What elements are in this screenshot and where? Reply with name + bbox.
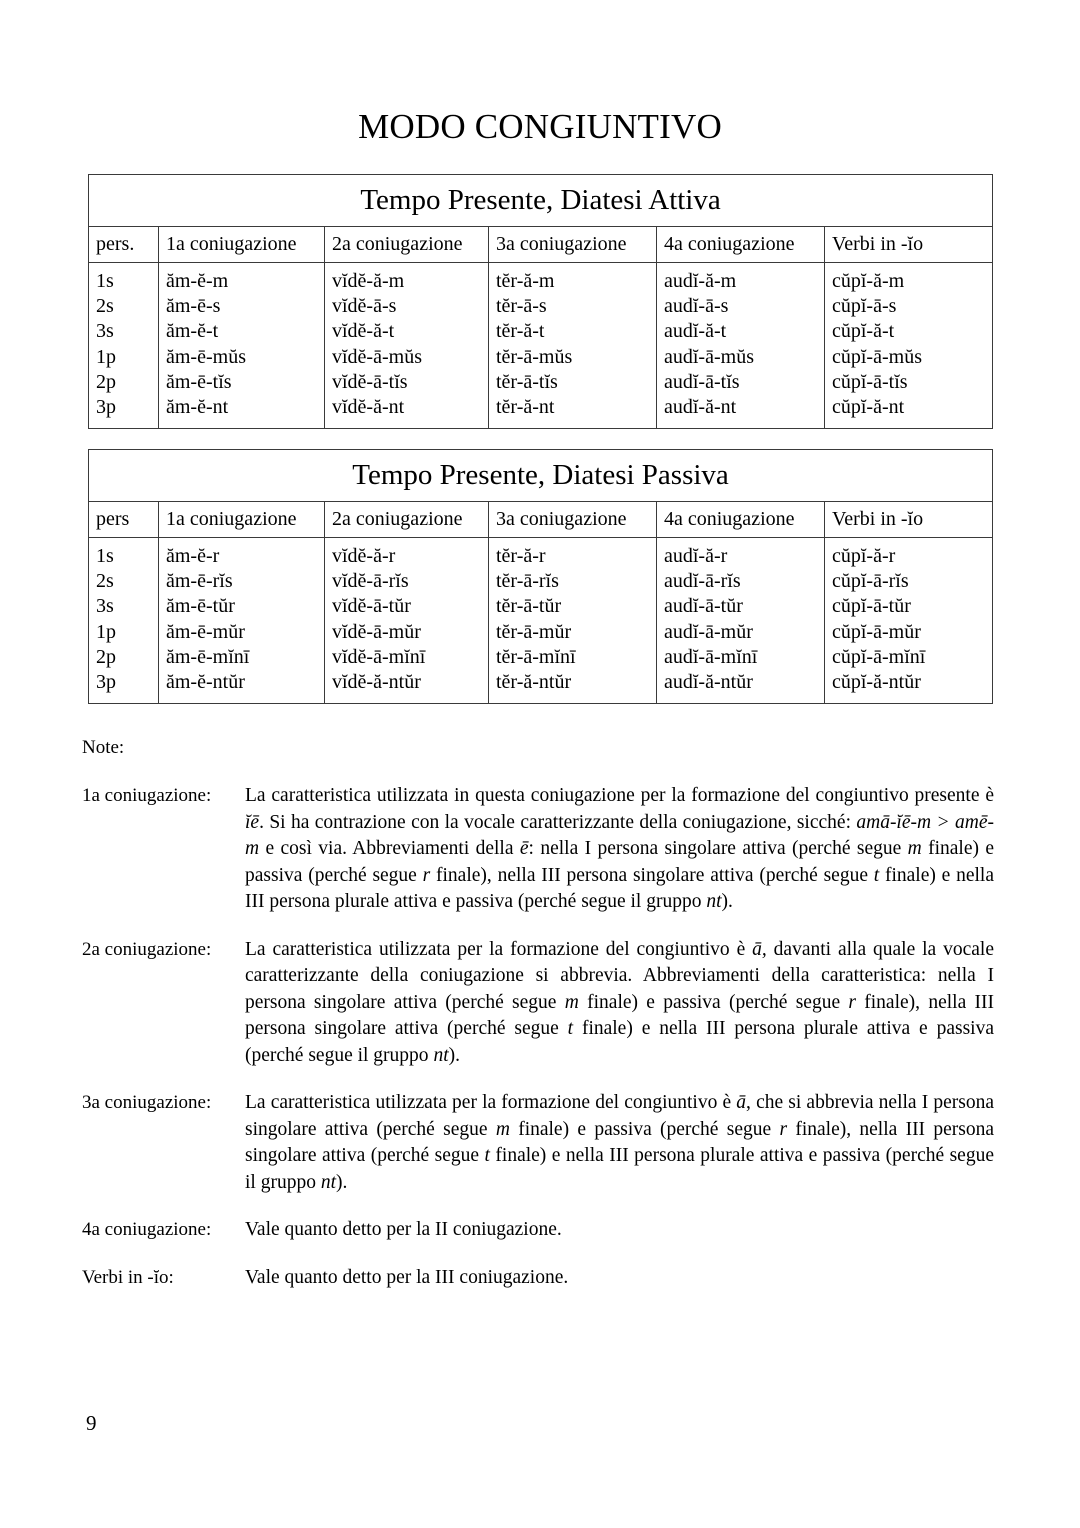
verb-form: cŭpĭ-ă-ntŭr xyxy=(832,671,921,694)
note-label: Verbi in -ĭo: xyxy=(82,1266,174,1288)
verb-form: audĭ-ā-mŭs xyxy=(664,345,754,368)
table-tempo-presente-diatesi-passiva xyxy=(88,449,993,704)
verb-form: tĕr-ā-mŭr xyxy=(496,620,572,643)
verb-form: vĭdĕ-ă-r xyxy=(332,545,396,567)
notes-heading: Note: xyxy=(82,737,125,758)
person-label: 3p xyxy=(96,671,116,694)
column-header-pers: pers xyxy=(89,502,159,538)
note-item xyxy=(82,937,994,1070)
verb-form: cŭpĭ-ā-tĭs xyxy=(832,370,908,393)
forms-column-conj1 xyxy=(159,538,325,704)
note-label: 1a coniugazione: xyxy=(82,785,212,806)
verb-form: cŭpĭ-ā-rĭs xyxy=(832,570,909,593)
person-label: 2s xyxy=(96,570,114,593)
verb-form: audĭ-ā-tŭr xyxy=(664,595,743,618)
page-title: MODO CONGIUNTIVO xyxy=(358,107,722,147)
verb-form: vĭdĕ-ă-t xyxy=(332,320,395,343)
verb-form: vĭdĕ-ā-rĭs xyxy=(332,570,409,593)
table-body-row xyxy=(89,538,993,704)
verb-form: vĭdĕ-ă-nt xyxy=(332,396,405,419)
column-header-verbi-io: Verbi in -ĭo xyxy=(825,502,993,538)
verb-form: cŭpĭ-ă-nt xyxy=(832,396,905,419)
verb-form: cŭpĭ-ā-mŭr xyxy=(832,620,921,643)
verb-form: cŭpĭ-ā-mŭs xyxy=(832,345,922,368)
verb-form: ăm-ē-tĭs xyxy=(166,370,232,393)
verb-form: vĭdĕ-ă-ntŭr xyxy=(332,671,421,694)
table-tempo-presente-diatesi-attiva xyxy=(88,174,993,429)
notes-section xyxy=(82,735,994,1312)
table-caption: Tempo Presente, Diatesi Passiva xyxy=(89,450,993,502)
verb-form: tĕr-ā-tŭr xyxy=(496,595,562,618)
person-label: 3s xyxy=(96,595,114,618)
note-text: La caratteristica utilizzata per la formazione del congiuntivo è ā, davanti alla quale la vocale caratterizzante della coniugazione si abbrevia. Abbreviamenti della caratteristica: nella I persona singolare attiva (perché segue m finale) e passiva (perché segue r finale), nella III persona singolare attiva (perché segue t finale) e nella III persona plurale attiva e passiva (perché segue il gruppo nt). xyxy=(245,938,994,1066)
verb-form: vĭdĕ-ā-mŭs xyxy=(332,345,422,368)
verb-form: ăm-ĕ-nt xyxy=(166,396,229,419)
note-item xyxy=(82,1217,994,1244)
column-header-conj1: 1a coniugazione xyxy=(159,227,325,263)
person-label: 2p xyxy=(96,645,116,668)
verb-form: tĕr-ā-rĭs xyxy=(496,570,559,593)
forms-column-conj3 xyxy=(489,538,657,704)
note-label: 2a coniugazione: xyxy=(82,938,212,960)
verb-form: tĕr-ā-s xyxy=(496,295,547,318)
note-text: La caratteristica utilizzata in questa coniugazione per la formazione del congiuntivo presente è ĭē. Si ha contrazione con la vocale caratterizzante della coniugazione, sicché: amā-ĭē-m > amē-m e così via. Abbreviamenti della ē: nella I persona singolare attiva (perché segue m finale) e passiva (perché segue r finale), nella III persona singolare attiva (perché segue t finale) e nella III persona plurale attiva e passiva (perché segue il gruppo nt). xyxy=(245,785,995,912)
table-header-row xyxy=(89,227,993,263)
verb-form: audĭ-ă-r xyxy=(664,545,728,567)
forms-column-conj4 xyxy=(657,263,825,429)
forms-column-conj4 xyxy=(657,538,825,704)
person-label: 1s xyxy=(96,545,114,567)
person-label: 2p xyxy=(96,370,116,393)
verb-form: cŭpĭ-ă-m xyxy=(832,270,905,292)
person-label: 1p xyxy=(96,345,116,368)
forms-column-verbi-io xyxy=(825,538,993,704)
verb-form: ăm-ē-mŭs xyxy=(166,345,246,368)
column-header-conj4: 4a coniugazione xyxy=(657,502,825,538)
verb-form: cŭpĭ-ā-mĭnī xyxy=(832,645,926,668)
forms-column-verbi-io xyxy=(825,263,993,429)
table-caption-row xyxy=(89,450,993,502)
column-header-verbi-io: Verbi in -ĭo xyxy=(825,227,993,263)
verb-form: ăm-ē-mŭr xyxy=(166,620,245,643)
note-label: 4a coniugazione: xyxy=(82,1219,212,1240)
verb-form: tĕr-ă-ntŭr xyxy=(496,671,572,694)
person-column xyxy=(89,538,159,704)
note-item xyxy=(82,1090,994,1196)
verb-form: vĭdĕ-ă-m xyxy=(332,270,405,292)
verb-form: audĭ-ā-mĭnī xyxy=(664,645,758,668)
verb-form: ăm-ĕ-r xyxy=(166,545,220,567)
note-item xyxy=(82,1265,994,1292)
forms-column-conj2 xyxy=(325,538,489,704)
note-text: Vale quanto detto per la II coniugazione. xyxy=(245,1219,562,1240)
forms-column-conj1 xyxy=(159,263,325,429)
person-label: 2s xyxy=(96,295,114,318)
column-header-conj3: 3a coniugazione xyxy=(489,227,657,263)
verb-form: vĭdĕ-ā-mĭnī xyxy=(332,645,426,668)
verb-form: audĭ-ă-m xyxy=(664,270,737,292)
column-header-conj2: 2a coniugazione xyxy=(325,227,489,263)
verb-form: audĭ-ā-rĭs xyxy=(664,570,741,593)
verb-form: audĭ-ā-mŭr xyxy=(664,620,753,643)
verb-form: ăm-ē-mĭnī xyxy=(166,645,250,668)
column-header-conj3: 3a coniugazione xyxy=(489,502,657,538)
verb-form: audĭ-ă-nt xyxy=(664,396,737,419)
forms-column-conj3 xyxy=(489,263,657,429)
person-label: 1s xyxy=(96,270,114,292)
person-column xyxy=(89,263,159,429)
column-header-conj1: 1a coniugazione xyxy=(159,502,325,538)
table-caption: Tempo Presente, Diatesi Attiva xyxy=(89,175,993,227)
verb-form: vĭdĕ-ā-s xyxy=(332,295,397,318)
verb-form: tĕr-ă-t xyxy=(496,320,545,343)
verb-form: ăm-ē-tŭr xyxy=(166,595,235,618)
verb-form: audĭ-ā-s xyxy=(664,295,729,318)
verb-form: audĭ-ă-t xyxy=(664,320,727,343)
person-label: 3p xyxy=(96,396,116,419)
verb-form: tĕr-ā-tĭs xyxy=(496,370,558,393)
column-header-conj2: 2a coniugazione xyxy=(325,502,489,538)
verb-form: ăm-ĕ-t xyxy=(166,320,219,343)
table-caption-row xyxy=(89,175,993,227)
verb-form: vĭdĕ-ā-mŭr xyxy=(332,620,421,643)
verb-form: audĭ-ă-ntŭr xyxy=(664,671,753,694)
verb-form: cŭpĭ-ā-s xyxy=(832,295,897,318)
note-text: La caratteristica utilizzata per la formazione del congiuntivo è ā, che si abbrevia nella I persona singolare attiva (perché segue m finale) e passiva (perché segue r finale), nella III persona singolare attiva (perché segue t finale) e nella III persona plurale attiva e passiva (perché segue il gruppo nt). xyxy=(245,1092,994,1193)
verb-form: tĕr-ă-nt xyxy=(496,396,555,419)
note-label: 3a coniugazione: xyxy=(82,1092,212,1113)
verb-form: vĭdĕ-ā-tĭs xyxy=(332,370,408,393)
verb-form: cŭpĭ-ă-r xyxy=(832,545,896,567)
verb-form: vĭdĕ-ā-tŭr xyxy=(332,595,411,618)
person-label: 3s xyxy=(96,320,114,343)
verb-form: ăm-ĕ-m xyxy=(166,270,229,292)
verb-form: ăm-ĕ-ntŭr xyxy=(166,671,245,694)
person-label: 1p xyxy=(96,620,116,643)
column-header-conj4: 4a coniugazione xyxy=(657,227,825,263)
note-text: Vale quanto detto per la III coniugazione. xyxy=(245,1266,569,1288)
verb-form: cŭpĭ-ā-tŭr xyxy=(832,595,911,618)
verb-form: cŭpĭ-ă-t xyxy=(832,320,895,343)
verb-form: ăm-ē-rĭs xyxy=(166,570,233,593)
verb-form: tĕr-ā-mĭnī xyxy=(496,645,576,668)
note-item xyxy=(82,783,994,916)
table-header-row xyxy=(89,502,993,538)
verb-form: ăm-ē-s xyxy=(166,295,221,318)
column-header-pers: pers. xyxy=(89,227,159,263)
table-body-row xyxy=(89,263,993,429)
verb-form: tĕr-ā-mŭs xyxy=(496,345,573,368)
verb-form: tĕr-ă-r xyxy=(496,545,546,567)
forms-column-conj2 xyxy=(325,263,489,429)
page-number: 9 xyxy=(86,1411,97,1435)
verb-form: tĕr-ă-m xyxy=(496,270,555,292)
verb-form: audĭ-ā-tĭs xyxy=(664,370,740,393)
